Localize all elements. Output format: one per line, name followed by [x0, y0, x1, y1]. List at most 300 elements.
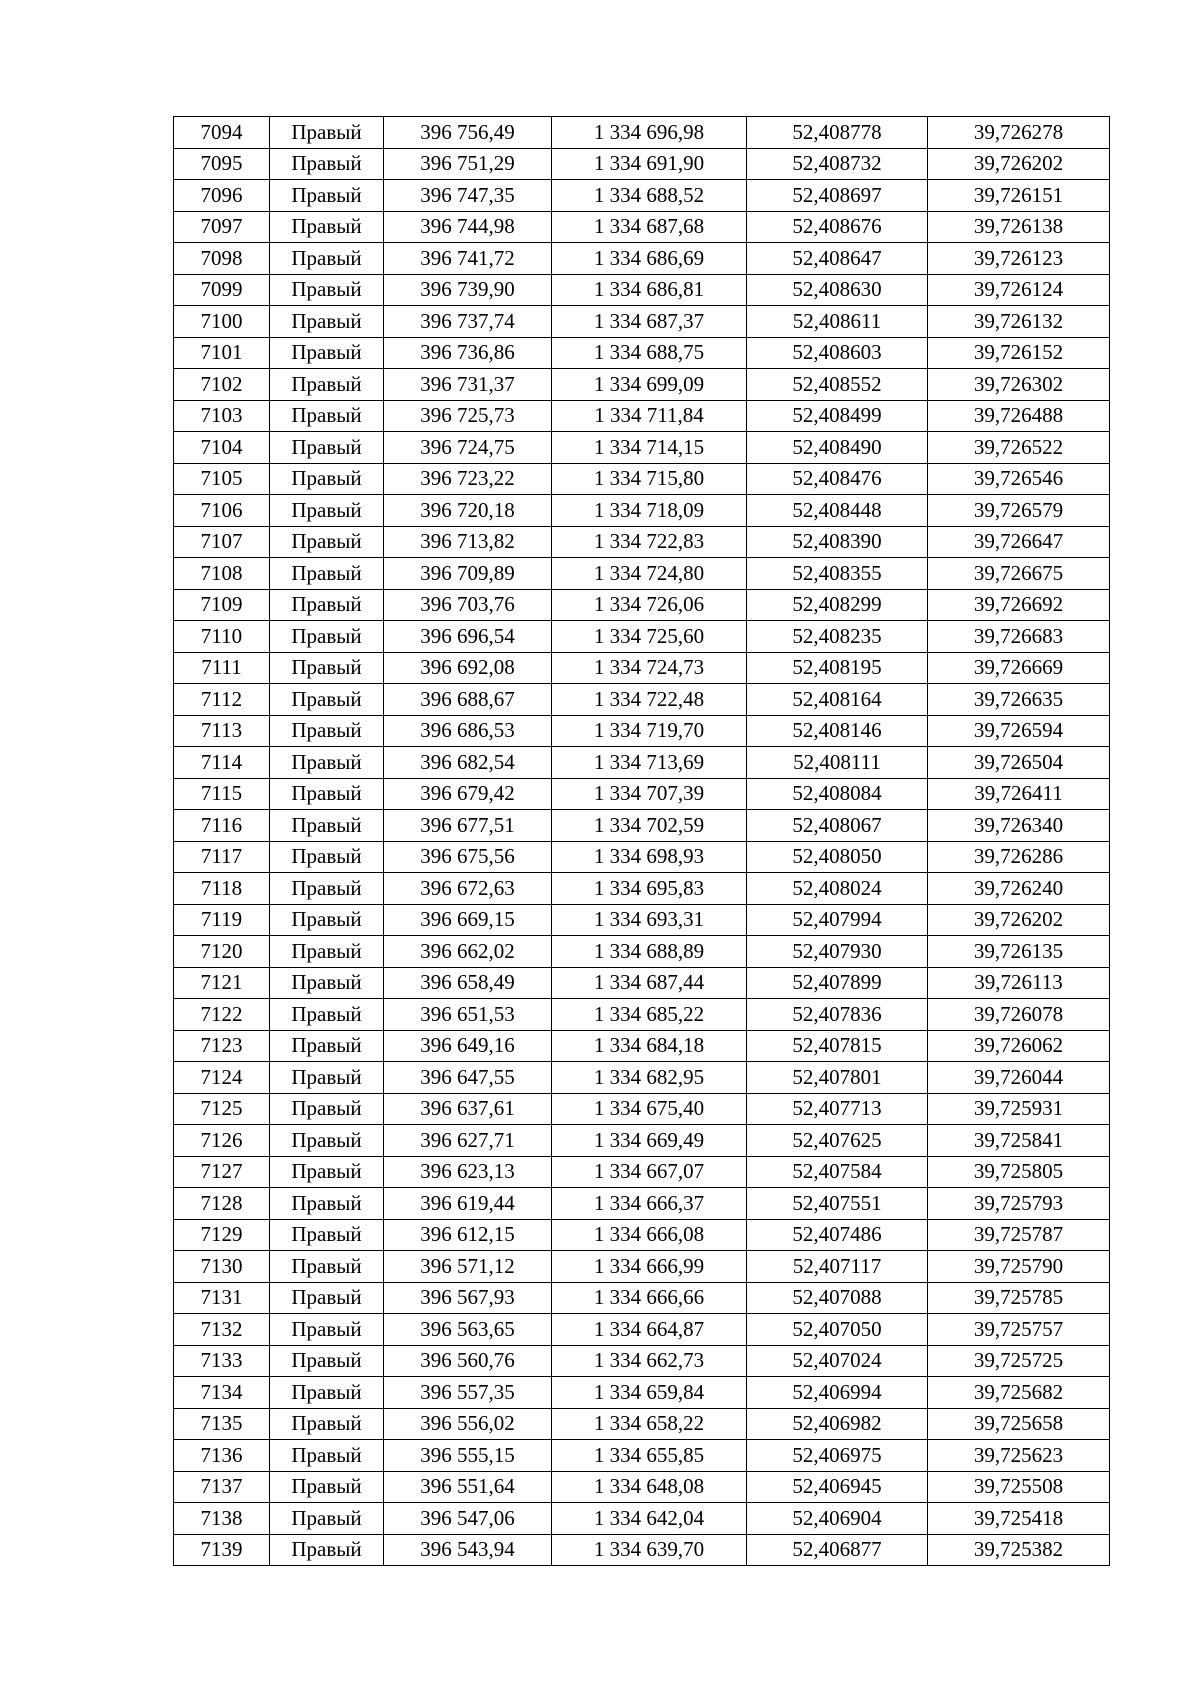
point-number-cell: 7107: [174, 526, 270, 558]
longitude-cell: 39,726123: [928, 243, 1110, 275]
x-coordinate-cell: 396 555,15: [384, 1440, 552, 1472]
table-row: [174, 873, 1110, 905]
x-coordinate-cell: 396 651,53: [384, 999, 552, 1031]
longitude-cell: 39,726138: [928, 211, 1110, 243]
table-row: [174, 999, 1110, 1031]
point-number-cell: 7129: [174, 1219, 270, 1251]
y-coordinate-cell: 1 334 702,59: [552, 810, 747, 842]
table-row: [174, 778, 1110, 810]
latitude-cell: 52,406877: [747, 1534, 928, 1566]
side-cell: Правый: [270, 904, 384, 936]
table-row: [174, 211, 1110, 243]
longitude-cell: 39,726692: [928, 589, 1110, 621]
longitude-cell: 39,726340: [928, 810, 1110, 842]
point-number-cell: 7114: [174, 747, 270, 779]
longitude-cell: 39,725931: [928, 1093, 1110, 1125]
y-coordinate-cell: 1 334 666,99: [552, 1251, 747, 1283]
side-cell: Правый: [270, 211, 384, 243]
point-number-cell: 7098: [174, 243, 270, 275]
x-coordinate-cell: 396 543,94: [384, 1534, 552, 1566]
longitude-cell: 39,725508: [928, 1471, 1110, 1503]
side-cell: Правый: [270, 148, 384, 180]
point-number-cell: 7125: [174, 1093, 270, 1125]
longitude-cell: 39,726647: [928, 526, 1110, 558]
point-number-cell: 7099: [174, 274, 270, 306]
x-coordinate-cell: 396 692,08: [384, 652, 552, 684]
point-number-cell: 7138: [174, 1503, 270, 1535]
point-number-cell: 7108: [174, 558, 270, 590]
longitude-cell: 39,726579: [928, 495, 1110, 527]
x-coordinate-cell: 396 647,55: [384, 1062, 552, 1094]
table-row: [174, 684, 1110, 716]
latitude-cell: 52,408084: [747, 778, 928, 810]
y-coordinate-cell: 1 334 667,07: [552, 1156, 747, 1188]
table-row: [174, 1471, 1110, 1503]
side-cell: Правый: [270, 432, 384, 464]
point-number-cell: 7104: [174, 432, 270, 464]
point-number-cell: 7106: [174, 495, 270, 527]
longitude-cell: 39,725757: [928, 1314, 1110, 1346]
latitude-cell: 52,408390: [747, 526, 928, 558]
point-number-cell: 7112: [174, 684, 270, 716]
side-cell: Правый: [270, 400, 384, 432]
x-coordinate-cell: 396 612,15: [384, 1219, 552, 1251]
longitude-cell: 39,726078: [928, 999, 1110, 1031]
latitude-cell: 52,407930: [747, 936, 928, 968]
latitude-cell: 52,408050: [747, 841, 928, 873]
x-coordinate-cell: 396 556,02: [384, 1408, 552, 1440]
side-cell: Правый: [270, 1345, 384, 1377]
point-number-cell: 7105: [174, 463, 270, 495]
latitude-cell: 52,408676: [747, 211, 928, 243]
y-coordinate-cell: 1 334 664,87: [552, 1314, 747, 1346]
table-row: [174, 621, 1110, 653]
x-coordinate-cell: 396 725,73: [384, 400, 552, 432]
point-number-cell: 7115: [174, 778, 270, 810]
y-coordinate-cell: 1 334 682,95: [552, 1062, 747, 1094]
x-coordinate-cell: 396 567,93: [384, 1282, 552, 1314]
table-row: [174, 495, 1110, 527]
y-coordinate-cell: 1 334 655,85: [552, 1440, 747, 1472]
table-row: [174, 463, 1110, 495]
latitude-cell: 52,408164: [747, 684, 928, 716]
longitude-cell: 39,726635: [928, 684, 1110, 716]
x-coordinate-cell: 396 713,82: [384, 526, 552, 558]
side-cell: Правый: [270, 1062, 384, 1094]
table-body: [174, 117, 1110, 1566]
side-cell: Правый: [270, 715, 384, 747]
table-row: [174, 1345, 1110, 1377]
y-coordinate-cell: 1 334 642,04: [552, 1503, 747, 1535]
y-coordinate-cell: 1 334 696,98: [552, 117, 747, 149]
side-cell: Правый: [270, 778, 384, 810]
y-coordinate-cell: 1 334 726,06: [552, 589, 747, 621]
longitude-cell: 39,725382: [928, 1534, 1110, 1566]
y-coordinate-cell: 1 334 722,48: [552, 684, 747, 716]
latitude-cell: 52,408732: [747, 148, 928, 180]
y-coordinate-cell: 1 334 687,44: [552, 967, 747, 999]
point-number-cell: 7113: [174, 715, 270, 747]
point-number-cell: 7132: [174, 1314, 270, 1346]
table-row: [174, 1282, 1110, 1314]
coordinates-table: [173, 116, 1110, 1566]
longitude-cell: 39,726202: [928, 904, 1110, 936]
y-coordinate-cell: 1 334 669,49: [552, 1125, 747, 1157]
longitude-cell: 39,726044: [928, 1062, 1110, 1094]
latitude-cell: 52,407801: [747, 1062, 928, 1094]
longitude-cell: 39,726062: [928, 1030, 1110, 1062]
longitude-cell: 39,725418: [928, 1503, 1110, 1535]
side-cell: Правый: [270, 1219, 384, 1251]
table-row: [174, 148, 1110, 180]
latitude-cell: 52,408697: [747, 180, 928, 212]
point-number-cell: 7109: [174, 589, 270, 621]
y-coordinate-cell: 1 334 675,40: [552, 1093, 747, 1125]
latitude-cell: 52,407836: [747, 999, 928, 1031]
point-number-cell: 7122: [174, 999, 270, 1031]
longitude-cell: 39,725787: [928, 1219, 1110, 1251]
longitude-cell: 39,726522: [928, 432, 1110, 464]
point-number-cell: 7119: [174, 904, 270, 936]
table-row: [174, 904, 1110, 936]
latitude-cell: 52,408647: [747, 243, 928, 275]
longitude-cell: 39,725682: [928, 1377, 1110, 1409]
x-coordinate-cell: 396 723,22: [384, 463, 552, 495]
latitude-cell: 52,406982: [747, 1408, 928, 1440]
x-coordinate-cell: 396 675,56: [384, 841, 552, 873]
latitude-cell: 52,408146: [747, 715, 928, 747]
side-cell: Правый: [270, 495, 384, 527]
point-number-cell: 7128: [174, 1188, 270, 1220]
side-cell: Правый: [270, 1156, 384, 1188]
longitude-cell: 39,726113: [928, 967, 1110, 999]
y-coordinate-cell: 1 334 699,09: [552, 369, 747, 401]
table-row: [174, 274, 1110, 306]
latitude-cell: 52,407024: [747, 1345, 928, 1377]
table-row: [174, 936, 1110, 968]
table-row: [174, 967, 1110, 999]
side-cell: Правый: [270, 180, 384, 212]
y-coordinate-cell: 1 334 695,83: [552, 873, 747, 905]
table-row: [174, 1219, 1110, 1251]
x-coordinate-cell: 396 739,90: [384, 274, 552, 306]
latitude-cell: 52,407486: [747, 1219, 928, 1251]
y-coordinate-cell: 1 334 688,52: [552, 180, 747, 212]
latitude-cell: 52,408024: [747, 873, 928, 905]
y-coordinate-cell: 1 334 688,89: [552, 936, 747, 968]
x-coordinate-cell: 396 747,35: [384, 180, 552, 212]
x-coordinate-cell: 396 682,54: [384, 747, 552, 779]
longitude-cell: 39,725841: [928, 1125, 1110, 1157]
point-number-cell: 7110: [174, 621, 270, 653]
y-coordinate-cell: 1 334 688,75: [552, 337, 747, 369]
longitude-cell: 39,726240: [928, 873, 1110, 905]
x-coordinate-cell: 396 741,72: [384, 243, 552, 275]
x-coordinate-cell: 396 737,74: [384, 306, 552, 338]
side-cell: Правый: [270, 841, 384, 873]
x-coordinate-cell: 396 547,06: [384, 1503, 552, 1535]
y-coordinate-cell: 1 334 707,39: [552, 778, 747, 810]
side-cell: Правый: [270, 652, 384, 684]
table-row: [174, 1156, 1110, 1188]
y-coordinate-cell: 1 334 659,84: [552, 1377, 747, 1409]
table-row: [174, 1125, 1110, 1157]
table-row: [174, 652, 1110, 684]
x-coordinate-cell: 396 563,65: [384, 1314, 552, 1346]
y-coordinate-cell: 1 334 686,69: [552, 243, 747, 275]
y-coordinate-cell: 1 334 687,37: [552, 306, 747, 338]
x-coordinate-cell: 396 623,13: [384, 1156, 552, 1188]
longitude-cell: 39,725805: [928, 1156, 1110, 1188]
point-number-cell: 7101: [174, 337, 270, 369]
side-cell: Правый: [270, 1093, 384, 1125]
longitude-cell: 39,725658: [928, 1408, 1110, 1440]
side-cell: Правый: [270, 1314, 384, 1346]
latitude-cell: 52,408299: [747, 589, 928, 621]
point-number-cell: 7100: [174, 306, 270, 338]
x-coordinate-cell: 396 560,76: [384, 1345, 552, 1377]
longitude-cell: 39,725793: [928, 1188, 1110, 1220]
y-coordinate-cell: 1 334 725,60: [552, 621, 747, 653]
longitude-cell: 39,726151: [928, 180, 1110, 212]
latitude-cell: 52,408355: [747, 558, 928, 590]
y-coordinate-cell: 1 334 687,68: [552, 211, 747, 243]
latitude-cell: 52,407584: [747, 1156, 928, 1188]
table-row: [174, 810, 1110, 842]
longitude-cell: 39,725790: [928, 1251, 1110, 1283]
x-coordinate-cell: 396 709,89: [384, 558, 552, 590]
y-coordinate-cell: 1 334 724,80: [552, 558, 747, 590]
longitude-cell: 39,726546: [928, 463, 1110, 495]
longitude-cell: 39,726669: [928, 652, 1110, 684]
point-number-cell: 7133: [174, 1345, 270, 1377]
side-cell: Правый: [270, 621, 384, 653]
latitude-cell: 52,408067: [747, 810, 928, 842]
table-row: [174, 841, 1110, 873]
y-coordinate-cell: 1 334 666,66: [552, 1282, 747, 1314]
table-row: [174, 337, 1110, 369]
table-row: [174, 1408, 1110, 1440]
y-coordinate-cell: 1 334 698,93: [552, 841, 747, 873]
side-cell: Правый: [270, 369, 384, 401]
point-number-cell: 7124: [174, 1062, 270, 1094]
longitude-cell: 39,726675: [928, 558, 1110, 590]
y-coordinate-cell: 1 334 724,73: [552, 652, 747, 684]
side-cell: Правый: [270, 1282, 384, 1314]
x-coordinate-cell: 396 669,15: [384, 904, 552, 936]
point-number-cell: 7139: [174, 1534, 270, 1566]
latitude-cell: 52,407117: [747, 1251, 928, 1283]
latitude-cell: 52,407815: [747, 1030, 928, 1062]
latitude-cell: 52,406975: [747, 1440, 928, 1472]
point-number-cell: 7118: [174, 873, 270, 905]
x-coordinate-cell: 396 551,64: [384, 1471, 552, 1503]
x-coordinate-cell: 396 744,98: [384, 211, 552, 243]
table-row: [174, 1030, 1110, 1062]
side-cell: Правый: [270, 936, 384, 968]
x-coordinate-cell: 396 658,49: [384, 967, 552, 999]
point-number-cell: 7135: [174, 1408, 270, 1440]
x-coordinate-cell: 396 571,12: [384, 1251, 552, 1283]
longitude-cell: 39,726302: [928, 369, 1110, 401]
latitude-cell: 52,408111: [747, 747, 928, 779]
x-coordinate-cell: 396 637,61: [384, 1093, 552, 1125]
table-row: [174, 1377, 1110, 1409]
latitude-cell: 52,407551: [747, 1188, 928, 1220]
latitude-cell: 52,408499: [747, 400, 928, 432]
table-row: [174, 1314, 1110, 1346]
point-number-cell: 7102: [174, 369, 270, 401]
longitude-cell: 39,726594: [928, 715, 1110, 747]
latitude-cell: 52,408630: [747, 274, 928, 306]
x-coordinate-cell: 396 619,44: [384, 1188, 552, 1220]
latitude-cell: 52,407088: [747, 1282, 928, 1314]
side-cell: Правый: [270, 306, 384, 338]
y-coordinate-cell: 1 334 691,90: [552, 148, 747, 180]
latitude-cell: 52,408448: [747, 495, 928, 527]
latitude-cell: 52,408195: [747, 652, 928, 684]
latitude-cell: 52,407994: [747, 904, 928, 936]
y-coordinate-cell: 1 334 722,83: [552, 526, 747, 558]
point-number-cell: 7134: [174, 1377, 270, 1409]
y-coordinate-cell: 1 334 718,09: [552, 495, 747, 527]
side-cell: Правый: [270, 810, 384, 842]
latitude-cell: 52,408778: [747, 117, 928, 149]
table-row: [174, 747, 1110, 779]
side-cell: Правый: [270, 1408, 384, 1440]
point-number-cell: 7127: [174, 1156, 270, 1188]
longitude-cell: 39,725623: [928, 1440, 1110, 1472]
side-cell: Правый: [270, 337, 384, 369]
point-number-cell: 7130: [174, 1251, 270, 1283]
y-coordinate-cell: 1 334 658,22: [552, 1408, 747, 1440]
longitude-cell: 39,726135: [928, 936, 1110, 968]
y-coordinate-cell: 1 334 715,80: [552, 463, 747, 495]
point-number-cell: 7121: [174, 967, 270, 999]
y-coordinate-cell: 1 334 666,37: [552, 1188, 747, 1220]
x-coordinate-cell: 396 736,86: [384, 337, 552, 369]
table-row: [174, 432, 1110, 464]
side-cell: Правый: [270, 117, 384, 149]
y-coordinate-cell: 1 334 711,84: [552, 400, 747, 432]
longitude-cell: 39,725725: [928, 1345, 1110, 1377]
x-coordinate-cell: 396 703,76: [384, 589, 552, 621]
x-coordinate-cell: 396 679,42: [384, 778, 552, 810]
y-coordinate-cell: 1 334 685,22: [552, 999, 747, 1031]
table-row: [174, 1534, 1110, 1566]
x-coordinate-cell: 396 627,71: [384, 1125, 552, 1157]
x-coordinate-cell: 396 672,63: [384, 873, 552, 905]
side-cell: Правый: [270, 1188, 384, 1220]
longitude-cell: 39,726278: [928, 117, 1110, 149]
y-coordinate-cell: 1 334 686,81: [552, 274, 747, 306]
point-number-cell: 7131: [174, 1282, 270, 1314]
latitude-cell: 52,407625: [747, 1125, 928, 1157]
y-coordinate-cell: 1 334 719,70: [552, 715, 747, 747]
table-row: [174, 306, 1110, 338]
longitude-cell: 39,726504: [928, 747, 1110, 779]
y-coordinate-cell: 1 334 666,08: [552, 1219, 747, 1251]
side-cell: Правый: [270, 1125, 384, 1157]
side-cell: Правый: [270, 1377, 384, 1409]
side-cell: Правый: [270, 1030, 384, 1062]
side-cell: Правый: [270, 243, 384, 275]
x-coordinate-cell: 396 724,75: [384, 432, 552, 464]
latitude-cell: 52,408603: [747, 337, 928, 369]
x-coordinate-cell: 396 720,18: [384, 495, 552, 527]
y-coordinate-cell: 1 334 639,70: [552, 1534, 747, 1566]
side-cell: Правый: [270, 747, 384, 779]
table-row: [174, 243, 1110, 275]
y-coordinate-cell: 1 334 714,15: [552, 432, 747, 464]
longitude-cell: 39,726152: [928, 337, 1110, 369]
table-row: [174, 526, 1110, 558]
table-row: [174, 589, 1110, 621]
side-cell: Правый: [270, 873, 384, 905]
point-number-cell: 7096: [174, 180, 270, 212]
x-coordinate-cell: 396 649,16: [384, 1030, 552, 1062]
longitude-cell: 39,726286: [928, 841, 1110, 873]
latitude-cell: 52,408611: [747, 306, 928, 338]
latitude-cell: 52,407713: [747, 1093, 928, 1125]
side-cell: Правый: [270, 967, 384, 999]
side-cell: Правый: [270, 526, 384, 558]
side-cell: Правый: [270, 999, 384, 1031]
point-number-cell: 7095: [174, 148, 270, 180]
point-number-cell: 7103: [174, 400, 270, 432]
latitude-cell: 52,408490: [747, 432, 928, 464]
table-row: [174, 1093, 1110, 1125]
side-cell: Правый: [270, 463, 384, 495]
side-cell: Правый: [270, 1471, 384, 1503]
x-coordinate-cell: 396 751,29: [384, 148, 552, 180]
point-number-cell: 7111: [174, 652, 270, 684]
y-coordinate-cell: 1 334 713,69: [552, 747, 747, 779]
side-cell: Правый: [270, 1534, 384, 1566]
longitude-cell: 39,726411: [928, 778, 1110, 810]
table-row: [174, 1251, 1110, 1283]
latitude-cell: 52,408476: [747, 463, 928, 495]
point-number-cell: 7097: [174, 211, 270, 243]
longitude-cell: 39,725785: [928, 1282, 1110, 1314]
latitude-cell: 52,406994: [747, 1377, 928, 1409]
x-coordinate-cell: 396 696,54: [384, 621, 552, 653]
side-cell: Правый: [270, 1251, 384, 1283]
point-number-cell: 7117: [174, 841, 270, 873]
longitude-cell: 39,726683: [928, 621, 1110, 653]
latitude-cell: 52,406904: [747, 1503, 928, 1535]
point-number-cell: 7126: [174, 1125, 270, 1157]
x-coordinate-cell: 396 756,49: [384, 117, 552, 149]
x-coordinate-cell: 396 731,37: [384, 369, 552, 401]
latitude-cell: 52,408235: [747, 621, 928, 653]
y-coordinate-cell: 1 334 684,18: [552, 1030, 747, 1062]
side-cell: Правый: [270, 1503, 384, 1535]
point-number-cell: 7094: [174, 117, 270, 149]
table-row: [174, 400, 1110, 432]
table-row: [174, 117, 1110, 149]
side-cell: Правый: [270, 274, 384, 306]
latitude-cell: 52,407899: [747, 967, 928, 999]
x-coordinate-cell: 396 677,51: [384, 810, 552, 842]
table-row: [174, 558, 1110, 590]
y-coordinate-cell: 1 334 693,31: [552, 904, 747, 936]
longitude-cell: 39,726488: [928, 400, 1110, 432]
latitude-cell: 52,408552: [747, 369, 928, 401]
y-coordinate-cell: 1 334 662,73: [552, 1345, 747, 1377]
y-coordinate-cell: 1 334 648,08: [552, 1471, 747, 1503]
side-cell: Правый: [270, 684, 384, 716]
